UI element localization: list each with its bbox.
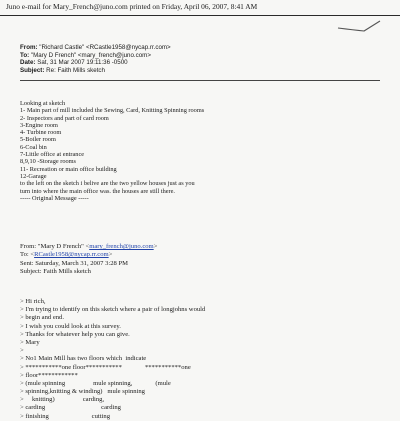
original-from: From: "Mary D French" <mary_french@juno.com> bbox=[20, 243, 158, 250]
checkmark-icon bbox=[336, 20, 382, 34]
quoted-line: > begin and end. bbox=[20, 314, 65, 322]
quoted-line: > finishing cutting bbox=[20, 412, 110, 420]
date-row bbox=[20, 59, 380, 67]
original-to: To: <RCastle1958@nycap.rr.com> bbox=[20, 251, 113, 259]
quoted-line: > (mule spinning mule spinning, (mule bbox=[20, 379, 171, 387]
body-line: 4- Turbine room bbox=[20, 129, 62, 137]
subject-row bbox=[20, 67, 380, 75]
to-row bbox=[20, 52, 380, 60]
quoted-line: > spinning,knitting & winding) mule spinning bbox=[20, 388, 145, 396]
body-line: 6-Coal bin bbox=[20, 143, 47, 151]
to-label: To: bbox=[20, 51, 30, 59]
quoted-line: > Mary bbox=[20, 338, 40, 346]
quoted-line: > bbox=[20, 347, 24, 355]
original-message-divider: ----- Original Message ----- bbox=[20, 194, 89, 202]
original-from-email-link[interactable]: mary_french@juno.com bbox=[89, 243, 154, 250]
body-line: 3-Engine room bbox=[20, 121, 58, 129]
original-message-headers bbox=[20, 243, 157, 277]
original-to-email-link[interactable]: RCastle1958@nycap.rr.com bbox=[34, 251, 109, 259]
quoted-line: > Hi rich, bbox=[20, 298, 46, 305]
from-value: "Richard Castle" <RCastle1958@nycap.rr.com> bbox=[39, 44, 171, 51]
body-line: 2- Inspectors and part of card room bbox=[20, 114, 109, 122]
body-line: 12-Garage bbox=[20, 172, 47, 180]
subject-label: Subject: bbox=[20, 66, 45, 74]
from-row bbox=[20, 44, 380, 52]
original-subject: Subject: Faith Mills sketch bbox=[20, 268, 91, 276]
email-headers bbox=[20, 44, 380, 81]
to-value: "Mary D French" <mary_french@juno.com> bbox=[30, 51, 151, 59]
quoted-line: > knitting) carding, bbox=[20, 396, 105, 404]
original-sent: Sent: Saturday, March 31, 2007 3:28 PM bbox=[20, 259, 128, 267]
subject-value: Re: Faith Mills sketch bbox=[46, 66, 105, 74]
email-body bbox=[20, 100, 204, 202]
body-line: 5-Boiler room bbox=[20, 136, 56, 144]
quoted-text bbox=[20, 298, 205, 421]
body-line: Looking at sketch bbox=[20, 100, 66, 107]
body-line: 8,9,10 -Storage rooms bbox=[20, 158, 76, 166]
print-header: Juno e-mail for Mary_French@juno.com printed on Friday, April 06, 2007, 8:41 AM bbox=[6, 2, 258, 11]
quoted-line: > ***********one floor*********** ***********one bbox=[20, 363, 191, 371]
quoted-line: > I'm trying to identify on this sketch where a pair of longjohns would bbox=[20, 306, 206, 314]
body-line: 7-Little office at entrance bbox=[20, 151, 85, 159]
quoted-line: > floor************ bbox=[20, 371, 78, 379]
quoted-line: > No1 Main Mill has two floors which indicate bbox=[20, 355, 147, 363]
date-label: Date: bbox=[20, 59, 36, 67]
body-line: to the left on the sketch i belive are the two yellow houses just as you bbox=[20, 180, 195, 188]
body-line: 1- Main part of mill included the Sewing, Card, Knitting Spinning rooms bbox=[20, 107, 205, 115]
quoted-line: > Thanks for whatever help you can give. bbox=[20, 330, 130, 338]
headers-divider bbox=[20, 80, 380, 81]
from-label: From: bbox=[20, 44, 38, 51]
header-rule bbox=[0, 15, 400, 16]
quoted-line: > carding carding bbox=[20, 404, 121, 412]
body-line: 11- Recreation or main office building bbox=[20, 165, 117, 173]
date-value: Sat, 31 Mar 2007 19:11:36 -0500 bbox=[37, 59, 128, 67]
body-line: turn into where the main office was. the houses are still there. bbox=[20, 187, 175, 195]
quoted-line: > I wish you could look at this survey. bbox=[20, 322, 121, 330]
